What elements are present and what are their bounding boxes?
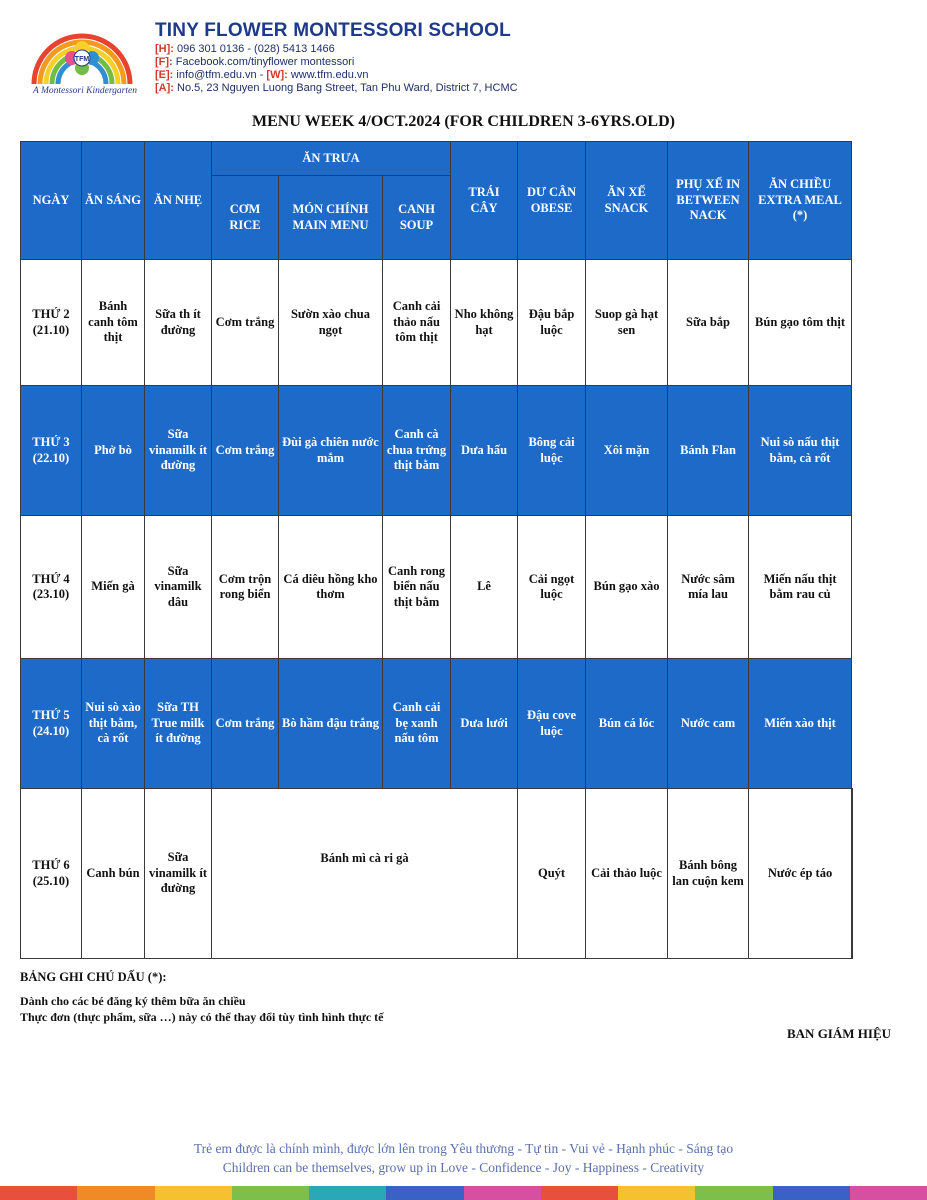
header-main: MÓN CHÍNH MAIN MENU [279,176,383,260]
breakfast-cell: Bánh canh tôm thịt [82,260,145,386]
day-cell: THỨ 6 (25.10) [21,789,82,959]
signature-label: BAN GIÁM HIỆU [787,1026,892,1041]
header-rice: CƠM RICE [212,176,279,260]
fruit-cell: Dưa lưới [451,659,518,789]
between-cell: Bánh Flan [668,386,749,516]
light-cell: Sữa TH True milk ít đường [145,659,212,789]
stripe-segment [850,1186,927,1200]
info-address: [A]: No.5, 23 Nguyen Luong Bang Street, Tan Phu Ward, District 7, HCMC [155,82,518,94]
info-phone: [H]: 096 301 0136 - (028) 5413 1466 [155,43,335,55]
lunch-merged-cell: Bánh mì cà ri gà [212,789,518,959]
extra-cell: Miến nấu thịt bằm rau củ [749,516,852,659]
snack-cell: Bánh bông lan cuộn kem [668,789,749,959]
extra-cell: Bún gạo tôm thịt [749,260,852,386]
light-cell: Sữa vinamilk ít đường [145,789,212,959]
stripe-segment [464,1186,541,1200]
between-cell: Nước cam [668,659,749,789]
snack-cell: Bún gạo xào [586,516,668,659]
table-row [21,516,853,659]
stripe-segment [541,1186,618,1200]
rice-cell: Cơm trắng [212,386,279,516]
obese-cell: Cải thảo luộc [586,789,668,959]
breakfast-cell: Canh bún [82,789,145,959]
footer-color-stripe [0,1186,927,1200]
header-snack: ĂN XẾ SNACK [586,142,668,260]
header-day: NGÀY [21,142,82,260]
header-lunch: ĂN TRƯA [212,142,451,176]
between-cell: Nước sâm mía lau [668,516,749,659]
soup-cell: Canh cải bẹ xanh nấu tôm [383,659,451,789]
logo-text: TFM [74,56,90,63]
rice-cell: Cơm trắng [212,659,279,789]
school-name: TINY FLOWER MONTESSORI SCHOOL [155,20,511,41]
menu-table [20,141,853,959]
header-soup: CANH SOUP [383,176,451,260]
notes-title: BẢNG GHI CHÚ DẤU (*): [20,970,167,984]
logo-subtitle: A Montessori Kindergarten [33,86,137,96]
rice-cell: Cơm trộn rong biển [212,516,279,659]
breakfast-cell: Phở bò [82,386,145,516]
stripe-segment [773,1186,850,1200]
obese-cell: Đậu cove luộc [518,659,586,789]
snack-cell: Bún cá lóc [586,659,668,789]
between-cell: Nước ép táo [749,789,852,959]
header-row-1 [21,142,853,176]
table-row [21,659,853,789]
header-between: PHỤ XẾ IN BETWEEN NACK [668,142,749,260]
soup-cell: Canh cải thảo nấu tôm thịt [383,260,451,386]
header-breakfast: ĂN SÁNG [82,142,145,260]
extra-cell: Miến xào thịt [749,659,852,789]
main-cell: Bò hầm đậu trắng [279,659,383,789]
light-cell: Sữa th ít đường [145,260,212,386]
header-extra: ĂN CHIỀU EXTRA MEAL (*) [749,142,852,260]
soup-cell: Canh cà chua trứng thịt bằm [383,386,451,516]
between-cell: Sữa bắp [668,260,749,386]
obese-cell: Đậu bắp luộc [518,260,586,386]
obese-cell: Cải ngọt luộc [518,516,586,659]
fruit-cell: Quýt [518,789,586,959]
fruit-cell: Nho không hạt [451,260,518,386]
header-obese: DƯ CÂN OBESE [518,142,586,260]
breakfast-cell: Miến gà [82,516,145,659]
header-fruit: TRÁI CÂY [451,142,518,260]
stripe-segment [0,1186,77,1200]
header-light-meal: ĂN NHẸ [145,142,212,260]
notes-line-2: Thực đơn (thực phẩm, sữa …) này có thể thay đổi tùy tình hình thực tế [20,1010,384,1024]
fruit-cell: Lê [451,516,518,659]
day-cell: THỨ 5 (24.10) [21,659,82,789]
light-cell: Sữa vinamilk dâu [145,516,212,659]
rice-cell: Cơm trắng [212,260,279,386]
info-email-web[interactable]: [E]: info@tfm.edu.vn - [W]: www.tfm.edu.vn [155,69,369,81]
stripe-segment [618,1186,695,1200]
day-cell: THỨ 4 (23.10) [21,516,82,659]
main-cell: Đùi gà chiên nước mắm [279,386,383,516]
stripe-segment [695,1186,772,1200]
info-facebook[interactable]: [F]: Facebook.com/tinyflower montessori [155,56,355,68]
main-cell: Sườn xào chua ngọt [279,260,383,386]
day-cell: THỨ 3 (22.10) [21,386,82,516]
main-cell: Cá diêu hồng kho thơm [279,516,383,659]
snack-cell: Xôi mặn [586,386,668,516]
soup-cell: Canh rong biển nấu thịt bằm [383,516,451,659]
extra-cell: Nui sò nấu thịt bằm, cà rốt [749,386,852,516]
obese-cell: Bông cải luộc [518,386,586,516]
breakfast-cell: Nui sò xào thịt bằm, cà rốt [82,659,145,789]
footer-motto-vi: Trẻ em được là chính mình, được lớn lên trong Yêu thương - Tự tin - Vui vẻ - Hạnh phúc - Sáng tạo [193,1141,734,1156]
light-cell: Sữa vinamilk ít đường [145,386,212,516]
fruit-cell: Dưa hấu [451,386,518,516]
extra-cell [852,789,853,959]
day-cell: THỨ 2 (21.10) [21,260,82,386]
stripe-segment [155,1186,232,1200]
snack-cell: Suop gà hạt sen [586,260,668,386]
footer-motto-en: Children can be themselves, grow up in Love - Confidence - Joy - Happiness - Creativity [222,1160,705,1175]
stripe-segment [309,1186,386,1200]
stripe-segment [77,1186,154,1200]
notes-line-1: Dành cho các bé đăng ký thêm bữa ăn chiều [20,994,246,1008]
table-row [21,789,853,959]
table-row [21,386,853,516]
stripe-segment [386,1186,463,1200]
table-row [21,260,853,386]
menu-title: MENU WEEK 4/OCT.2024 (FOR CHILDREN 3-6YRS.OLD) [252,113,675,130]
stripe-segment [232,1186,309,1200]
